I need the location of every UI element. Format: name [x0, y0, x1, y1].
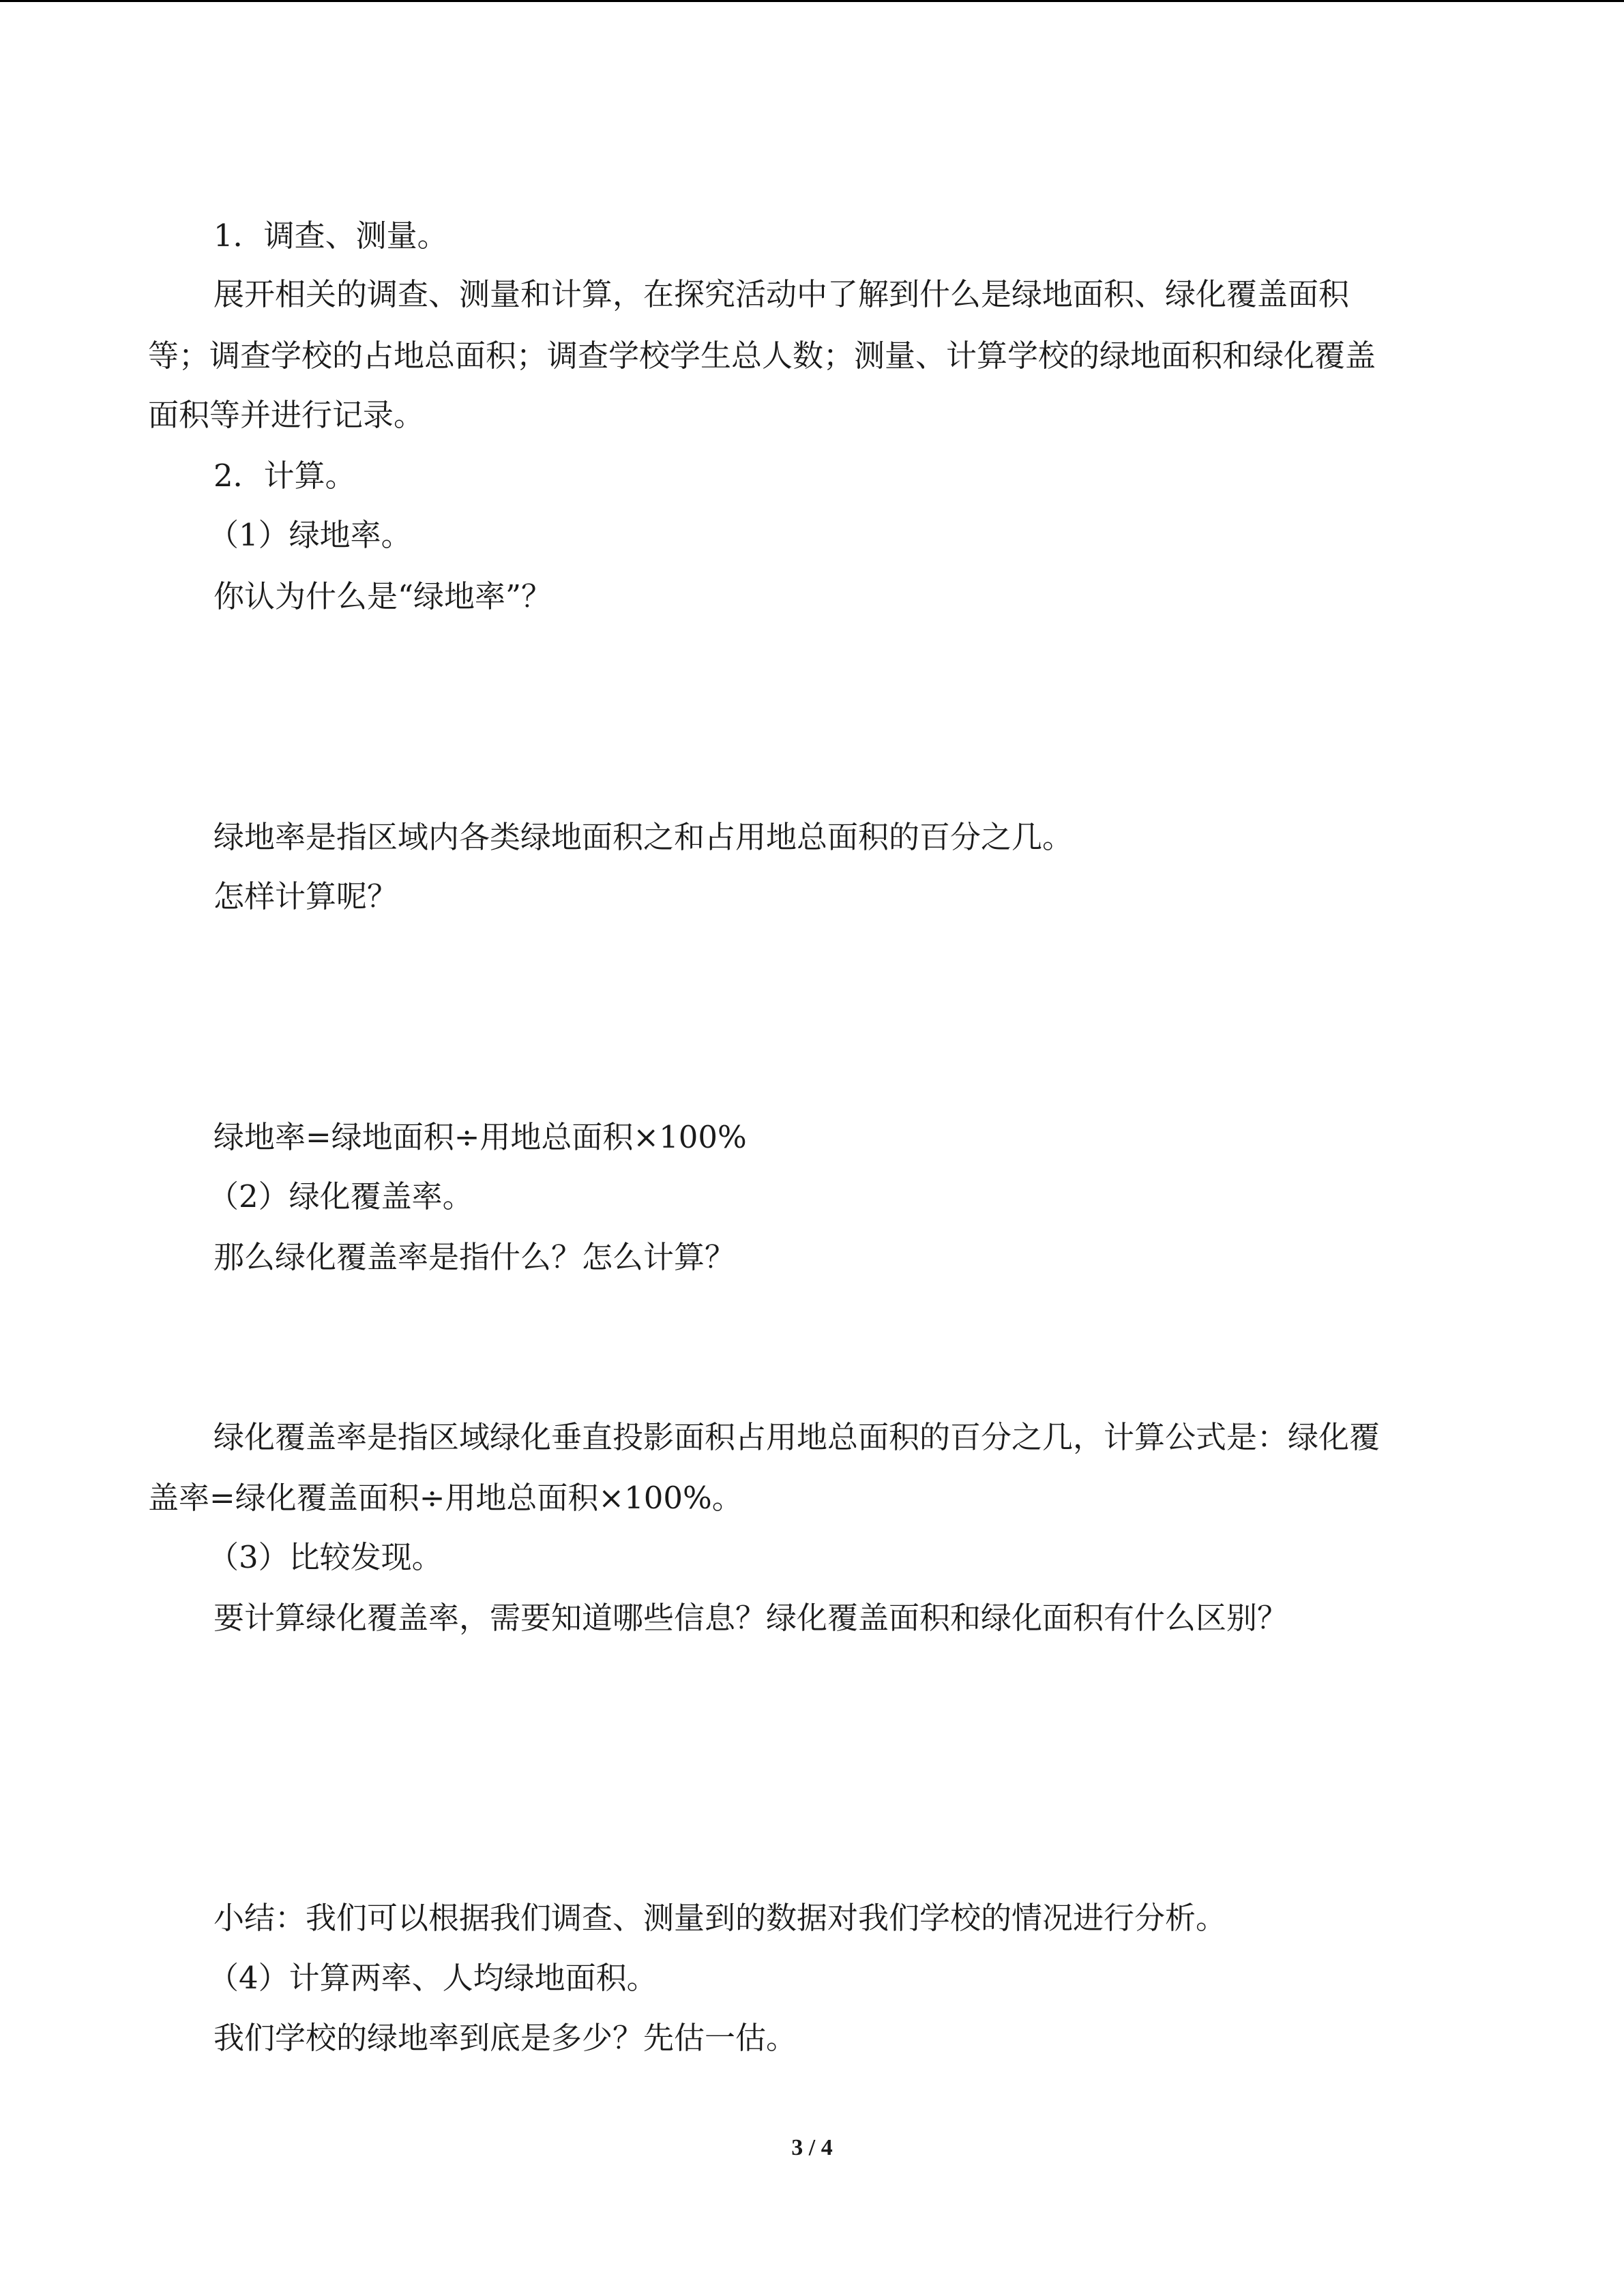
summary-line: 小结：我们可以根据我们调查、测量到的数据对我们学校的情况进行分析。: [213, 1900, 1227, 1936]
paragraph-line: 面积等并进行记录。: [148, 397, 425, 433]
subheading-coverage-ratio: （2）绿化覆盖率。: [208, 1178, 473, 1214]
paragraph-line: 绿地率是指区域内各类绿地面积之和占用地总面积的百分之几。: [213, 819, 1074, 855]
paragraph-line: 展开相关的调查、测量和计算，在探究活动中了解到什么是绿地面积、绿化覆盖面积: [213, 276, 1350, 312]
subheading-compare: （3）比较发现。: [208, 1539, 443, 1575]
page-number: 3 / 4: [791, 2135, 833, 2160]
paragraph-line: 绿化覆盖率是指区域绿化垂直投影面积占用地总面积的百分之几，计算公式是：绿化覆: [213, 1419, 1381, 1455]
subheading-green-ratio: （1）绿地率。: [208, 517, 412, 553]
heading-calculate: 2．计算。: [213, 458, 356, 494]
paragraph-line: 盖率=绿化覆盖面积÷用地总面积×100%。: [148, 1480, 743, 1516]
question-line: 要计算绿化覆盖率，需要知道哪些信息？绿化覆盖面积和绿化面积有什么区别？: [213, 1600, 1288, 1636]
question-line: 你认为什么是“绿地率”？: [213, 578, 552, 614]
question-line: 怎样计算呢？: [213, 878, 398, 914]
subheading-two-ratios: （4）计算两率、人均绿地面积。: [208, 1960, 658, 1996]
question-line: 我们学校的绿地率到底是多少？先估一估。: [213, 2020, 797, 2056]
paragraph-line: 等；调查学校的占地总面积；调查学校学生总人数；测量、计算学校的绿地面积和绿化覆盖: [148, 338, 1376, 374]
question-line: 那么绿化覆盖率是指什么？怎么计算？: [213, 1239, 736, 1275]
heading-survey-measure: 1．调查、测量。: [213, 218, 448, 254]
formula-line: 绿地率=绿地面积÷用地总面积×100%: [213, 1119, 747, 1155]
